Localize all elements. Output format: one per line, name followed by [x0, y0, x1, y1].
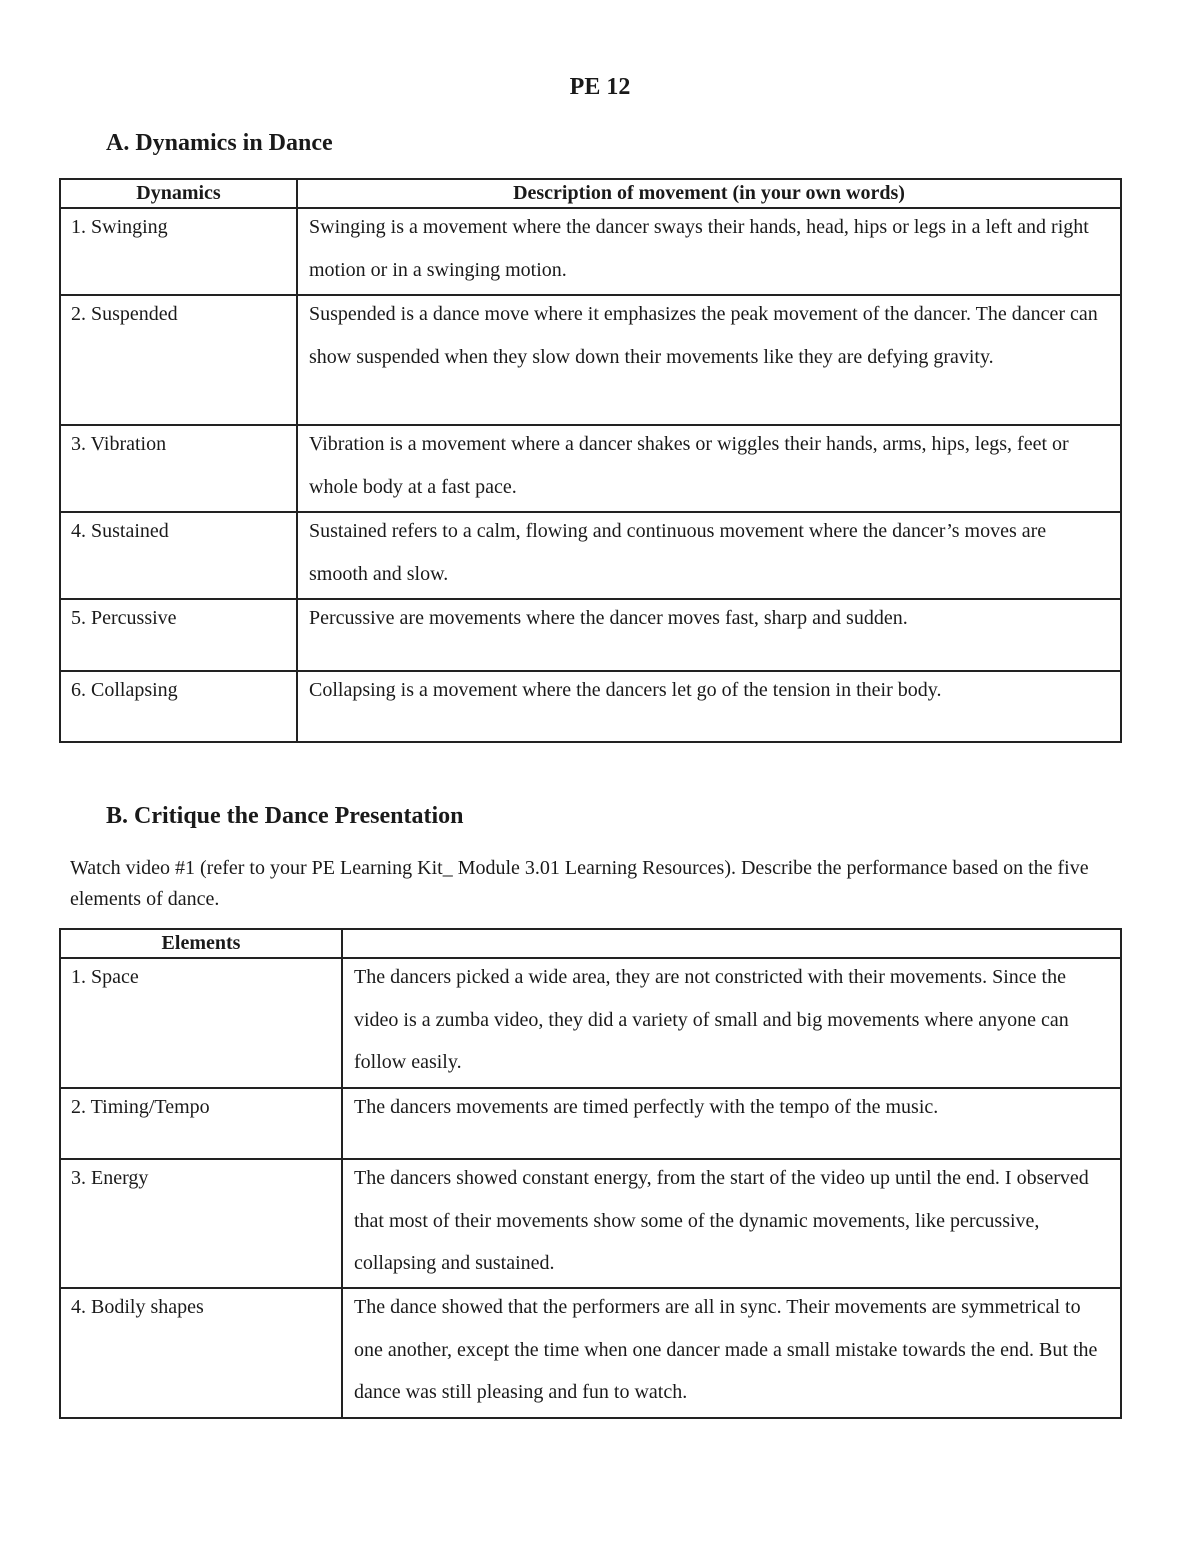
element-description: The dancers movements are timed perfectly with the tempo of the music.: [354, 1096, 939, 1118]
column-header-blank: [342, 929, 1121, 958]
dynamics-description: Suspended is a dance move where it emphasizes the peak movement of the dancer. The dancer can show suspended when they slow down their movements like they are defying gravity.: [309, 303, 1098, 368]
table-row: [60, 1159, 1121, 1288]
column-header-description: Description of movement (in your own words): [297, 179, 1121, 208]
dynamics-name: 3. Vibration: [60, 425, 297, 512]
table-row: [60, 295, 1121, 425]
column-header-dynamics: Dynamics: [60, 179, 297, 208]
table-row: [60, 1088, 1121, 1159]
table-row: [60, 599, 1121, 671]
dynamics-name: 1. Swinging: [60, 208, 297, 295]
section-a-heading: A. Dynamics in Dance: [106, 130, 333, 156]
element-description: The dance showed that the performers are all in sync. Their movements are symmetrical to one another, except the time when one dancer made a small mistake towards the end. But the dance was still pleasing and fun to watch.: [354, 1296, 1098, 1403]
element-name: 2. Timing/Tempo: [60, 1088, 342, 1159]
dynamics-description: Sustained refers to a calm, flowing and continuous movement where the dancer’s moves are smooth and slow.: [309, 520, 1047, 585]
element-name: 1. Space: [60, 958, 342, 1088]
dynamics-description: Vibration is a movement where a dancer shakes or wiggles their hands, arms, hips, legs, feet or whole body at a fast pace.: [309, 433, 1069, 498]
dynamics-name: 5. Percussive: [60, 599, 297, 671]
page-title: PE 12: [569, 74, 631, 100]
element-name: 3. Energy: [60, 1159, 342, 1288]
element-name: 4. Bodily shapes: [60, 1288, 342, 1418]
table-row: [60, 208, 1121, 295]
table-header-row: [60, 179, 1121, 208]
table-row: [60, 1288, 1121, 1418]
table-row: [60, 425, 1121, 512]
dynamics-name: 6. Collapsing: [60, 671, 297, 742]
dynamics-description: Swinging is a movement where the dancer sways their hands, head, hips or legs in a left and right motion or in a swinging motion.: [309, 216, 1089, 281]
column-header-elements: Elements: [60, 929, 342, 958]
table-row: [60, 958, 1121, 1088]
dynamics-description: Percussive are movements where the dancer moves fast, sharp and sudden.: [309, 607, 908, 629]
instructions-text: Watch video #1 (refer to your PE Learning Kit_ Module 3.01 Learning Resources). Describe the performance based on the five elements of dance.: [70, 857, 1089, 910]
section-b-heading: B. Critique the Dance Presentation: [106, 803, 464, 829]
element-description: The dancers picked a wide area, they are not constricted with their movements. Since the video is a zumba video, they did a variety of small and big movements where anyone can follow easily.: [354, 966, 1069, 1073]
dynamics-table: [59, 178, 1122, 743]
dynamics-name: 4. Sustained: [60, 512, 297, 599]
dynamics-name: 2. Suspended: [60, 295, 297, 425]
elements-table: [59, 928, 1122, 1419]
table-row: [60, 671, 1121, 742]
table-row: [60, 512, 1121, 599]
table-header-row: [60, 929, 1121, 958]
element-description: The dancers showed constant energy, from the start of the video up until the end. I observed that most of their movements show some of the dynamic movements, like percussive, collapsing and sustained.: [354, 1167, 1089, 1274]
dynamics-description: Collapsing is a movement where the dancers let go of the tension in their body.: [309, 679, 942, 701]
